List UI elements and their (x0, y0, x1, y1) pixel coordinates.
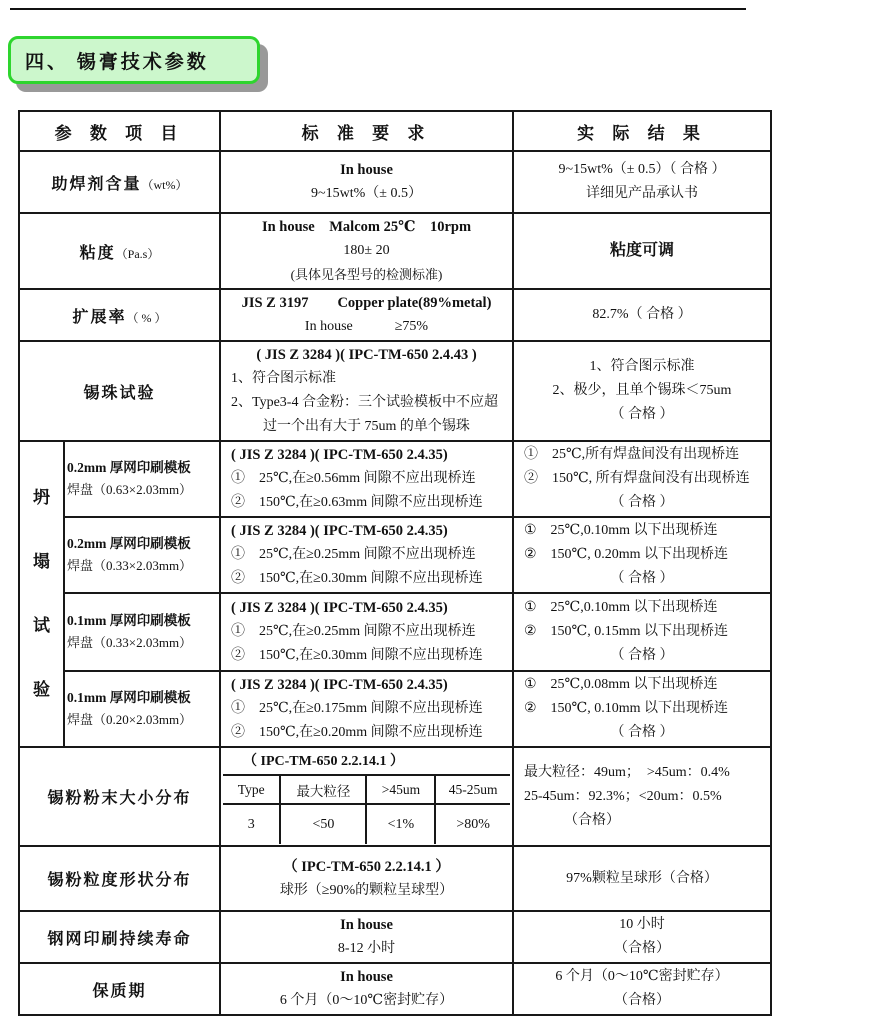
standard-cell (220, 517, 513, 593)
result-line: ① 25℃,0.08mm 以下出现桥连 (524, 677, 718, 692)
standard-cell (220, 747, 513, 846)
result-cell (513, 151, 771, 213)
result-line: 粘度可调 (609, 242, 674, 259)
result-line: 6 个月（0～10℃密封贮存） (555, 969, 729, 984)
result-line: （合格） (614, 993, 670, 1008)
result-cell (513, 671, 771, 747)
row-stencil-life (19, 911, 771, 963)
param-label-suffix: （ % ） (126, 310, 167, 325)
standard-line: （ IPC-TM-650 2.2.14.1 ） (283, 858, 450, 875)
param-cell (19, 151, 220, 213)
param-cell (19, 747, 220, 846)
col-header-result: 实 际 结 果 (513, 111, 771, 151)
slump-sublabel-line: 焊盘（0.33×2.03mm） (67, 635, 193, 650)
inner-header: 最大粒径 (280, 776, 366, 804)
result-line: （ 合格 ） (610, 648, 674, 663)
section-title-box (8, 36, 260, 84)
slump-sublabel-line: 0.1mm 厚网印刷模板 (67, 613, 191, 628)
standard-line: ( JIS Z 3284 )( IPC-TM-650 2.4.35) (231, 523, 448, 539)
col-header-standard: 标 准 要 求 (220, 111, 513, 151)
result-cell (513, 441, 771, 517)
standard-cell (220, 441, 513, 517)
standard-line: （ IPC-TM-650 2.2.14.1 ） (223, 749, 510, 776)
slump-sublabel-line: 0.2mm 厚网印刷模板 (67, 536, 191, 551)
result-cell (513, 846, 771, 911)
standard-cell (220, 213, 513, 289)
standard-line: In house (340, 162, 393, 178)
standard-cell (220, 846, 513, 911)
param-cell (19, 846, 220, 911)
slump-group-label: 坍塌试验 (33, 488, 50, 699)
inner-header: 45-25um (435, 776, 510, 804)
inner-value-row (223, 804, 510, 844)
inner-value: >80% (435, 804, 510, 844)
standard-line: 180± 20 (343, 243, 390, 258)
result-cell (513, 289, 771, 341)
standard-line: ② 150℃,在≥0.63mm 间隙不应出现桥连 (231, 495, 483, 510)
param-cell (19, 963, 220, 1015)
standard-line: (具体见各型号的检测标准) (290, 267, 443, 282)
result-line: ② 150℃, 0.20mm 以下出现桥连 (524, 547, 728, 562)
result-line: （合格） (614, 941, 670, 956)
standard-line: ① 25℃,在≥0.175mm 间隙不应出现桥连 (231, 701, 483, 716)
result-line: 82.7%（ 合格 ） (592, 307, 692, 322)
result-line: 25-45um：92.3%；<20um：0.5% (524, 788, 722, 804)
col-header-param: 参 数 项 目 (19, 111, 220, 151)
param-cell (19, 213, 220, 289)
result-line: 详细见产品承认书 (586, 186, 698, 201)
standard-cell (220, 911, 513, 963)
standard-line: ① 25℃,在≥0.25mm 间隙不应出现桥连 (231, 547, 476, 562)
param-cell (19, 341, 220, 441)
row-shelf-life (19, 963, 771, 1015)
powder-size-inner-table (223, 776, 510, 844)
slump-sublabel-line: 焊盘（0.63×2.03mm） (67, 482, 193, 497)
param-label: 锡粉粒度形状分布 (47, 872, 192, 889)
result-line: （ 合格 ） (610, 495, 674, 510)
standard-line: In house ≥75% (304, 319, 429, 334)
result-line: 10 小时 (619, 917, 665, 932)
slump-sublabel-line: 0.1mm 厚网印刷模板 (67, 690, 191, 705)
standard-cell (220, 289, 513, 341)
standard-line: In house (340, 969, 393, 985)
result-cell (513, 213, 771, 289)
standard-line: 6 个月（0～10℃密封贮存） (279, 993, 454, 1008)
inner-value: <1% (366, 804, 435, 844)
standard-line: 9~15wt%（± 0.5） (311, 186, 422, 201)
result-line: 1、符合图示标准 (589, 359, 695, 374)
standard-line: In house (340, 917, 393, 933)
slump-sublabel-cell (64, 593, 220, 671)
result-line: 9~15wt%（± 0.5）（ 合格 ） (558, 162, 726, 177)
slump-sublabel-cell (64, 517, 220, 593)
result-line: 最大粒径：49um； >45um：0.4% (524, 764, 730, 780)
standard-line: ② 150℃,在≥0.20mm 间隙不应出现桥连 (231, 725, 483, 740)
result-cell (513, 911, 771, 963)
param-label-suffix: （wt%） (141, 177, 188, 192)
standard-cell (220, 151, 513, 213)
result-cell (513, 747, 771, 846)
slump-sublabel-line: 0.2mm 厚网印刷模板 (67, 460, 191, 475)
param-label-suffix: （Pa.s） (115, 246, 160, 261)
standard-cell (220, 671, 513, 747)
row-slump-4 (19, 671, 771, 747)
standard-line: 过一个出有大于 75um 的单个锡珠 (263, 419, 470, 434)
result-line: ① 25℃,0.10mm 以下出现桥连 (524, 600, 718, 615)
result-line: ② 150℃, 0.10mm 以下出现桥连 (524, 701, 728, 716)
param-cell (19, 911, 220, 963)
result-line: ① 25℃,所有焊盘间没有出现桥连 (524, 447, 740, 462)
result-cell (513, 517, 771, 593)
inner-header: Type (223, 776, 280, 804)
result-cell (513, 963, 771, 1015)
standard-line: ( JIS Z 3284 )( IPC-TM-650 2.4.35) (231, 600, 448, 616)
row-spread-rate (19, 289, 771, 341)
row-flux-content (19, 151, 771, 213)
standard-line: JIS Z 3197 Copper plate(89%metal) (241, 295, 492, 311)
result-cell (513, 593, 771, 671)
row-slump-1 (19, 441, 771, 517)
result-line: ② 150℃, 所有焊盘间没有出现桥连 (524, 471, 750, 486)
row-viscosity (19, 213, 771, 289)
inner-header-row (223, 776, 510, 804)
section-title: 四、 锡膏技术参数 (25, 51, 209, 73)
inner-value: 3 (223, 804, 280, 844)
inner-value: <50 (280, 804, 366, 844)
result-line: 2、极少，且单个锡珠＜75um (552, 383, 732, 398)
standard-line: 1、符合图示标准 (231, 371, 336, 386)
row-slump-3 (19, 593, 771, 671)
result-line: ① 25℃,0.10mm 以下出现桥连 (524, 523, 718, 538)
row-powder-shape (19, 846, 771, 911)
standard-line: ( JIS Z 3284 )( IPC-TM-650 2.4.35) (231, 447, 448, 463)
standard-cell (220, 341, 513, 441)
standard-line: ② 150℃,在≥0.30mm 间隙不应出现桥连 (231, 648, 483, 663)
standard-line: 球形（≥90%的颗粒呈球型） (279, 882, 454, 898)
slump-sublabel-cell (64, 671, 220, 747)
result-cell (513, 341, 771, 441)
top-rule (10, 8, 746, 10)
slump-sublabel-line: 焊盘（0.33×2.03mm） (67, 558, 193, 573)
spec-table (18, 110, 772, 1016)
row-solder-ball (19, 341, 771, 441)
standard-line: In house Malcom 25℃ 10rpm (261, 219, 472, 235)
result-line: （ 合格 ） (610, 407, 674, 422)
slump-sublabel-line: 焊盘（0.20×2.03mm） (67, 712, 193, 727)
standard-line: ( JIS Z 3284 )( IPC-TM-650 2.4.35) (231, 677, 448, 693)
slump-group-label-cell (19, 441, 64, 747)
param-cell (19, 289, 220, 341)
standard-line: ① 25℃,在≥0.25mm 间隙不应出现桥连 (231, 624, 476, 639)
param-label: 粘度 (79, 244, 116, 262)
standard-line: ( JIS Z 3284 )( IPC-TM-650 2.4.43 ) (256, 347, 477, 363)
standard-line: 2、Type3-4 合金粉：三个试验模板中不应超 (231, 395, 498, 410)
param-label: 锡粉粉末大小分布 (47, 790, 192, 807)
param-label: 锡珠试验 (83, 384, 156, 402)
param-label: 钢网印刷持续寿命 (47, 930, 192, 948)
param-label: 助焊剂含量 (51, 175, 142, 193)
result-line: ② 150℃, 0.15mm 以下出现桥连 (524, 624, 728, 639)
inner-header: >45um (366, 776, 435, 804)
table-header-row (19, 111, 771, 151)
standard-line: ② 150℃,在≥0.30mm 间隙不应出现桥连 (231, 571, 483, 586)
slump-sublabel-cell (64, 441, 220, 517)
result-line: （ 合格 ） (610, 725, 674, 740)
standard-line: 8-12 小时 (337, 941, 396, 956)
standard-line: ① 25℃,在≥0.56mm 间隙不应出现桥连 (231, 471, 476, 486)
result-line: 97%颗粒呈球形（合格） (566, 870, 718, 886)
row-powder-size (19, 747, 771, 846)
param-label: 扩展率 (72, 308, 127, 326)
result-line: （合格） (564, 812, 620, 828)
standard-cell (220, 963, 513, 1015)
param-label: 保质期 (92, 982, 147, 1000)
result-line: （ 合格 ） (610, 571, 674, 586)
row-slump-2 (19, 517, 771, 593)
standard-cell (220, 593, 513, 671)
